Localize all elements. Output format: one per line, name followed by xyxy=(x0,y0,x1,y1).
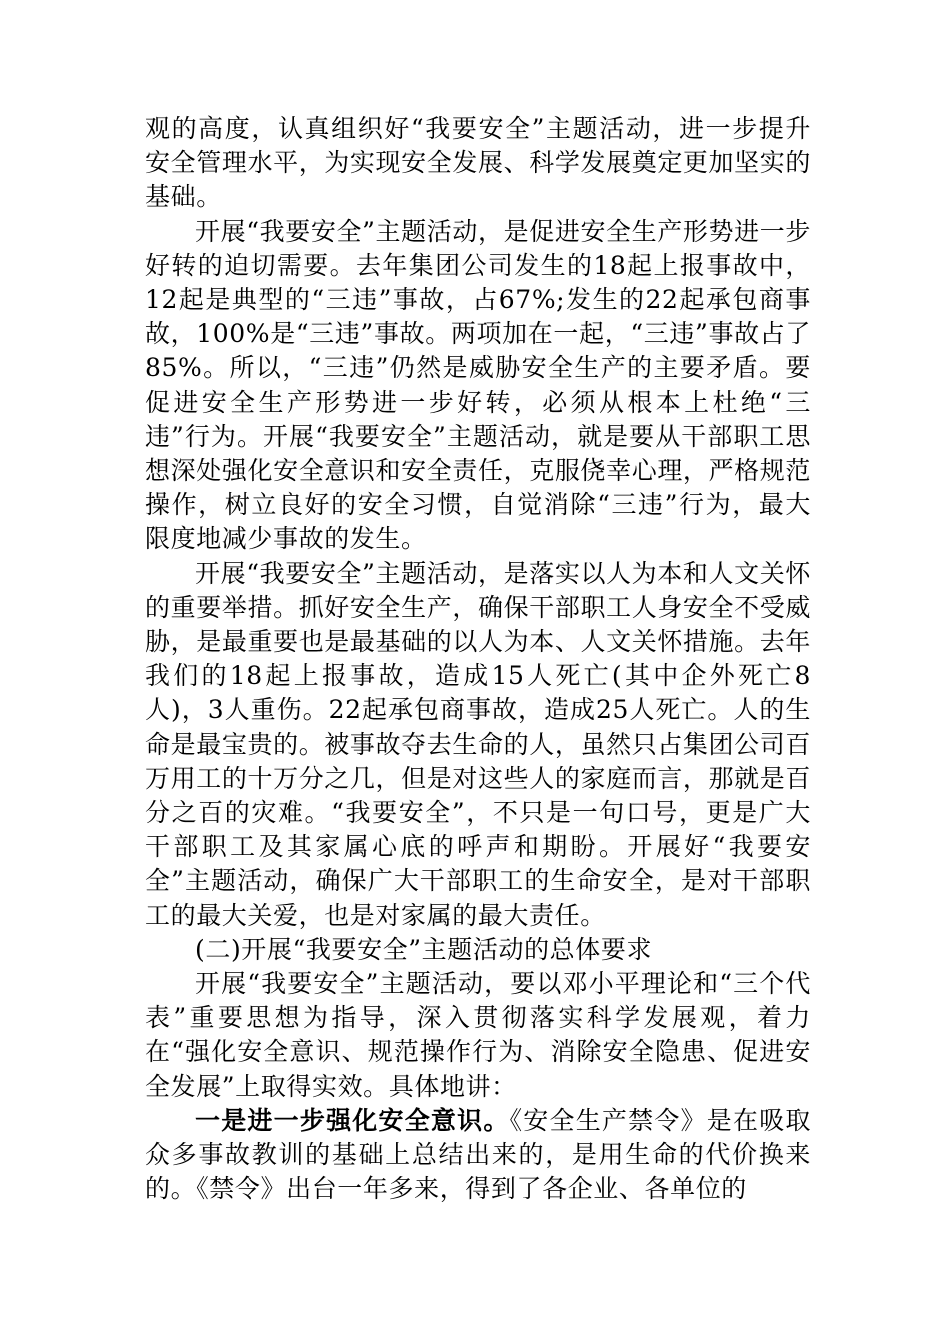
paragraph-guiding-principle: 开展“我要安全”主题活动，要以邓小平理论和“三个代表”重要思想为指导，深入贯彻落实科学发展观，着力在“强化安全意识、规范操作行为、消除安全隐患、促进安全发展”上取得实效。具体地讲： xyxy=(145,969,811,1101)
paragraph-body: 《安全生产禁令》是在吸取众多事故教训的基础上总结出来的，是用生命的代价换来的。《禁令》出台一年多来，得到了各企业、各单位的 xyxy=(145,1105,812,1204)
paragraph-lead-bold: 一是进一步强化安全意识。 xyxy=(195,1105,510,1135)
paragraph-safety-awareness xyxy=(145,1104,811,1207)
section-heading-overall-requirements: (二)开展“我要安全”主题活动的总体要求 xyxy=(195,934,653,964)
paragraph-people-oriented: 开展“我要安全”主题活动，是落实以人为本和人文关怀的重要举措。抓好安全生产，确保干部职工人身安全不受威胁，是最重要也是最基础的以人为本、人文关怀措施。去年我们的18起上报事故，造成15人死亡(其中企外死亡8人)，3人重伤。22起承包商事故，造成25人死亡。人的生命是最宝贵的。被事故夺去生命的人，虽然只占集团公司百万用工的十万分之几，但是对这些人的家庭而言，那就是百分之百的灾难。“我要安全”，不只是一句口号，更是广大干部职工及其家属心底的呼声和期盼。开展好“我要安全”主题活动，确保广大干部职工的生命安全，是对干部职工的最大关爱，也是对家属的最大责任。 xyxy=(145,558,811,930)
paragraph-intro-continuation: 观的高度，认真组织好“我要安全”主题活动，进一步提升安全管理水平，为实现安全发展、科学发展奠定更加坚实的基础。 xyxy=(145,114,811,212)
document-page xyxy=(145,112,811,1207)
paragraph-three-violations: 开展“我要安全”主题活动，是促进安全生产形势进一步好转的迫切需要。去年集团公司发生的18起上报事故中，12起是典型的“三违”事故，占67%;发生的22起承包商事故，100%是“三违”事故。两项加在一起，“三违”事故占了85%。所以，“三违”仍然是威胁安全生产的主要矛盾。要促进安全生产形势进一步好转，必须从根本上杜绝“三违”行为。开展“我要安全”主题活动，就是要从干部职工思想深处强化安全意识和安全责任，克服侥幸心理，严格规范操作，树立良好的安全习惯，自觉消除“三违”行为，最大限度地减少事故的发生。 xyxy=(145,216,811,554)
